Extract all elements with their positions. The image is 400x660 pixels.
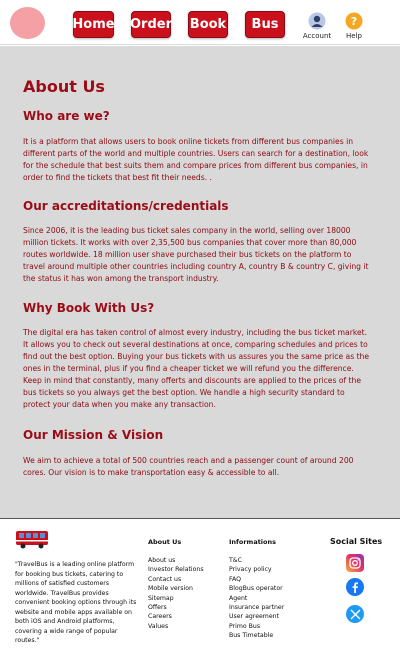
account-label: Account (302, 32, 332, 40)
footer-link[interactable]: Bus Timetable (229, 632, 274, 640)
footer-link[interactable]: Contact us (148, 575, 182, 583)
footer-link[interactable]: Values (148, 622, 169, 630)
nav-bus-button[interactable]: Bus (245, 11, 285, 38)
footer-link[interactable]: Agent (229, 594, 248, 602)
footer-link[interactable]: FAQ (229, 575, 241, 583)
nav-book-button[interactable]: Book (188, 11, 228, 38)
x-icon[interactable] (346, 605, 364, 623)
footer (0, 518, 400, 660)
section-text-credentials: Since 2006, it is the leading bus ticket sales company in the world, selling over 18000 million tickets. It works with over 2,35,500 bus companies that cover more than 80,000 routes worldwide. 18 million user shave purchased their bus tickets on the platform to travel around multiple other countries including country A, country B & country C, giving it the status it has won among the transport industry. (23, 226, 369, 283)
bus-icon (15, 530, 49, 549)
section-heading-mission: Our Mission & Vision (23, 428, 164, 442)
footer-link[interactable]: User agreement (229, 613, 279, 621)
section-heading-who: Who are we? (23, 109, 110, 123)
footer-link[interactable]: Mobile version (148, 585, 193, 593)
help-label: Help (346, 32, 362, 40)
help-icon (345, 12, 363, 30)
footer-link[interactable]: BlogBus operator (229, 585, 283, 593)
about-content (0, 46, 400, 518)
section-text-why: The digital era has taken control of almost every industry, including the bus ticket market. It allows you to check out several destinations at once, comparing schedules and prices to find out the best option. Buying your bus tickets with us assures you the same price as the ones in the terminal, plus if you find a cheaper ticket we will refund you the difference. Keep in mind that constantly, many offerts and discounts are applied to the prices of the bus tickets so you always get the best option. We handle a high security standard to protect your data when you make any transaction. (23, 328, 370, 409)
facebook-icon[interactable] (346, 578, 364, 596)
footer-info-links (229, 556, 284, 641)
section-text-mission: We aim to achieve a total of 500 countries reach and a passenger count of around 200 cores. Our vision is to make transportation easy & accessible to all. (23, 456, 354, 477)
instagram-icon[interactable] (346, 554, 364, 572)
footer-about-title: About Us (148, 538, 182, 546)
nav-home-button[interactable]: Home (73, 11, 114, 38)
footer-link[interactable]: Offers (148, 604, 167, 612)
footer-link[interactable]: Careers (148, 613, 172, 621)
footer-link[interactable]: Primo Bus (229, 622, 261, 630)
section-heading-credentials: Our accreditations/credentials (23, 199, 229, 213)
account-icon (308, 12, 326, 30)
footer-about-links (148, 556, 204, 631)
logo[interactable] (10, 7, 45, 39)
footer-link[interactable]: Privacy policy (229, 566, 272, 574)
header (0, 0, 400, 45)
section-text-who: It is a platform that allows users to book online tickets from different bus companies in different parts of the world and multiple countries. Users can search for a destination, look for the schedule that best suits them and compare prices from different bus companies, in order to find the tickets that best fit their needs. . (23, 137, 369, 182)
section-heading-why: Why Book With Us? (23, 301, 155, 315)
footer-link[interactable]: Investor Relations (148, 566, 204, 574)
footer-info-title: Informations (229, 538, 277, 546)
account-button[interactable] (297, 12, 337, 40)
footer-link[interactable]: T&C (229, 557, 242, 564)
social-title: Social Sites (330, 537, 383, 546)
footer-link[interactable]: Insurance partner (229, 604, 285, 612)
footer-link[interactable]: Sitemap (148, 594, 174, 602)
svg-text:?: ? (350, 15, 358, 28)
page-title: About Us (23, 77, 105, 96)
footer-link[interactable]: About us (148, 557, 176, 564)
footer-about-text: "TravelBus is a leading online platform for booking bus tickets, catering to millions of satisfied customers worldwide. TravelBus provides convenient booking options through its website and mobile apps available on both iOS and Android platforms, covering a wide range of popular routes." (15, 561, 137, 644)
help-button[interactable] (334, 12, 374, 40)
nav-order-button[interactable]: Order (131, 11, 171, 38)
